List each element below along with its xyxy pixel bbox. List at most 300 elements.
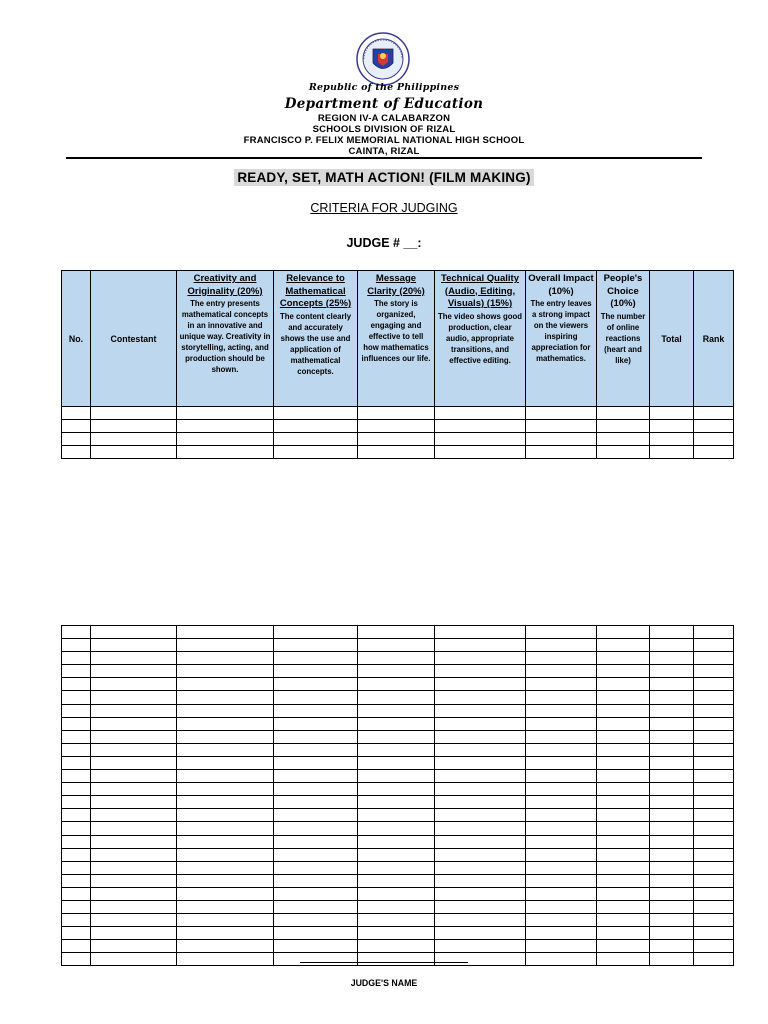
- table-cell[interactable]: [62, 796, 91, 809]
- table-cell[interactable]: [358, 953, 435, 966]
- table-cell[interactable]: [358, 639, 435, 652]
- table-cell[interactable]: [62, 783, 91, 796]
- table-cell[interactable]: [650, 407, 694, 420]
- table-cell[interactable]: [358, 822, 435, 835]
- table-cell[interactable]: [91, 626, 177, 639]
- table-cell[interactable]: [358, 900, 435, 913]
- table-cell[interactable]: [650, 927, 694, 940]
- table-cell[interactable]: [694, 809, 734, 822]
- table-cell[interactable]: [62, 927, 91, 940]
- table-cell[interactable]: [435, 704, 526, 717]
- table-cell[interactable]: [435, 848, 526, 861]
- table-cell[interactable]: [650, 953, 694, 966]
- table-cell[interactable]: [274, 822, 358, 835]
- table-cell[interactable]: [526, 678, 597, 691]
- table-cell[interactable]: [597, 874, 650, 887]
- table-cell[interactable]: [62, 433, 91, 446]
- table-cell[interactable]: [526, 914, 597, 927]
- table-cell[interactable]: [435, 770, 526, 783]
- table-cell[interactable]: [650, 446, 694, 459]
- table-cell[interactable]: [650, 626, 694, 639]
- table-cell[interactable]: [526, 717, 597, 730]
- table-cell[interactable]: [177, 407, 274, 420]
- table-cell[interactable]: [177, 874, 274, 887]
- table-cell[interactable]: [526, 446, 597, 459]
- table-cell[interactable]: [177, 848, 274, 861]
- table-cell[interactable]: [91, 809, 177, 822]
- table-cell[interactable]: [358, 652, 435, 665]
- table-cell[interactable]: [91, 900, 177, 913]
- table-cell[interactable]: [358, 730, 435, 743]
- table-cell[interactable]: [597, 691, 650, 704]
- table-cell[interactable]: [694, 953, 734, 966]
- table-cell[interactable]: [650, 665, 694, 678]
- table-cell[interactable]: [177, 691, 274, 704]
- table-cell[interactable]: [650, 940, 694, 953]
- table-cell[interactable]: [91, 927, 177, 940]
- table-cell[interactable]: [274, 446, 358, 459]
- table-cell[interactable]: [177, 861, 274, 874]
- table-cell[interactable]: [597, 433, 650, 446]
- table-cell[interactable]: [650, 887, 694, 900]
- table-cell[interactable]: [62, 717, 91, 730]
- table-cell[interactable]: [526, 861, 597, 874]
- table-cell[interactable]: [650, 639, 694, 652]
- table-cell[interactable]: [650, 717, 694, 730]
- table-cell[interactable]: [597, 446, 650, 459]
- table-cell[interactable]: [526, 940, 597, 953]
- table-cell[interactable]: [650, 691, 694, 704]
- table-cell[interactable]: [358, 940, 435, 953]
- table-cell[interactable]: [177, 420, 274, 433]
- table-cell[interactable]: [274, 756, 358, 769]
- table-cell[interactable]: [358, 433, 435, 446]
- table-cell[interactable]: [91, 796, 177, 809]
- table-cell[interactable]: [358, 626, 435, 639]
- table-cell[interactable]: [358, 743, 435, 756]
- table-cell[interactable]: [597, 756, 650, 769]
- table-cell[interactable]: [650, 900, 694, 913]
- table-cell[interactable]: [597, 796, 650, 809]
- table-cell[interactable]: [62, 407, 91, 420]
- table-cell[interactable]: [177, 835, 274, 848]
- table-cell[interactable]: [597, 809, 650, 822]
- table-cell[interactable]: [177, 783, 274, 796]
- table-cell[interactable]: [91, 848, 177, 861]
- table-cell[interactable]: [177, 433, 274, 446]
- table-cell[interactable]: [597, 822, 650, 835]
- table-cell[interactable]: [358, 848, 435, 861]
- table-cell[interactable]: [358, 407, 435, 420]
- table-cell[interactable]: [358, 691, 435, 704]
- table-cell[interactable]: [435, 887, 526, 900]
- table-cell[interactable]: [694, 678, 734, 691]
- table-cell[interactable]: [62, 743, 91, 756]
- table-cell[interactable]: [526, 730, 597, 743]
- table-cell[interactable]: [274, 848, 358, 861]
- table-cell[interactable]: [177, 953, 274, 966]
- table-cell[interactable]: [358, 887, 435, 900]
- table-cell[interactable]: [435, 678, 526, 691]
- table-cell[interactable]: [435, 639, 526, 652]
- table-cell[interactable]: [435, 433, 526, 446]
- table-cell[interactable]: [435, 783, 526, 796]
- table-cell[interactable]: [694, 420, 734, 433]
- table-cell[interactable]: [435, 914, 526, 927]
- table-cell[interactable]: [62, 887, 91, 900]
- table-cell[interactable]: [62, 874, 91, 887]
- table-cell[interactable]: [435, 756, 526, 769]
- table-cell[interactable]: [694, 835, 734, 848]
- table-cell[interactable]: [358, 446, 435, 459]
- table-cell[interactable]: [62, 626, 91, 639]
- table-cell[interactable]: [650, 796, 694, 809]
- table-cell[interactable]: [694, 914, 734, 927]
- table-cell[interactable]: [526, 743, 597, 756]
- table-cell[interactable]: [91, 433, 177, 446]
- table-cell[interactable]: [274, 691, 358, 704]
- table-cell[interactable]: [62, 678, 91, 691]
- table-cell[interactable]: [274, 743, 358, 756]
- table-cell[interactable]: [435, 796, 526, 809]
- table-cell[interactable]: [526, 665, 597, 678]
- table-cell[interactable]: [597, 783, 650, 796]
- table-cell[interactable]: [435, 835, 526, 848]
- table-cell[interactable]: [435, 822, 526, 835]
- table-cell[interactable]: [177, 743, 274, 756]
- table-cell[interactable]: [62, 420, 91, 433]
- table-cell[interactable]: [62, 639, 91, 652]
- table-cell[interactable]: [358, 420, 435, 433]
- table-cell[interactable]: [91, 446, 177, 459]
- table-cell[interactable]: [597, 940, 650, 953]
- table-cell[interactable]: [274, 809, 358, 822]
- table-cell[interactable]: [274, 940, 358, 953]
- table-cell[interactable]: [597, 835, 650, 848]
- table-cell[interactable]: [650, 874, 694, 887]
- table-cell[interactable]: [526, 874, 597, 887]
- table-cell[interactable]: [435, 927, 526, 940]
- table-cell[interactable]: [597, 704, 650, 717]
- table-cell[interactable]: [91, 756, 177, 769]
- table-cell[interactable]: [62, 770, 91, 783]
- table-cell[interactable]: [694, 639, 734, 652]
- table-cell[interactable]: [694, 652, 734, 665]
- table-cell[interactable]: [274, 927, 358, 940]
- table-cell[interactable]: [694, 756, 734, 769]
- table-cell[interactable]: [274, 704, 358, 717]
- table-cell[interactable]: [435, 626, 526, 639]
- table-cell[interactable]: [274, 835, 358, 848]
- table-cell[interactable]: [694, 665, 734, 678]
- table-cell[interactable]: [650, 678, 694, 691]
- table-cell[interactable]: [62, 835, 91, 848]
- table-cell[interactable]: [526, 433, 597, 446]
- table-cell[interactable]: [274, 407, 358, 420]
- table-cell[interactable]: [597, 639, 650, 652]
- table-cell[interactable]: [177, 639, 274, 652]
- table-cell[interactable]: [694, 730, 734, 743]
- table-cell[interactable]: [435, 743, 526, 756]
- table-cell[interactable]: [177, 914, 274, 927]
- table-cell[interactable]: [694, 691, 734, 704]
- table-cell[interactable]: [274, 783, 358, 796]
- table-cell[interactable]: [91, 717, 177, 730]
- table-cell[interactable]: [694, 874, 734, 887]
- table-cell[interactable]: [597, 717, 650, 730]
- table-cell[interactable]: [526, 407, 597, 420]
- table-cell[interactable]: [435, 730, 526, 743]
- table-cell[interactable]: [177, 652, 274, 665]
- table-cell[interactable]: [358, 678, 435, 691]
- table-cell[interactable]: [274, 861, 358, 874]
- table-cell[interactable]: [358, 783, 435, 796]
- table-cell[interactable]: [526, 420, 597, 433]
- table-cell[interactable]: [694, 770, 734, 783]
- table-cell[interactable]: [526, 887, 597, 900]
- table-cell[interactable]: [91, 914, 177, 927]
- table-cell[interactable]: [526, 953, 597, 966]
- table-cell[interactable]: [435, 809, 526, 822]
- table-cell[interactable]: [435, 717, 526, 730]
- table-cell[interactable]: [91, 652, 177, 665]
- table-cell[interactable]: [274, 953, 358, 966]
- table-cell[interactable]: [650, 420, 694, 433]
- table-cell[interactable]: [177, 770, 274, 783]
- table-cell[interactable]: [62, 691, 91, 704]
- table-cell[interactable]: [597, 927, 650, 940]
- table-cell[interactable]: [177, 730, 274, 743]
- table-cell[interactable]: [358, 770, 435, 783]
- table-cell[interactable]: [274, 420, 358, 433]
- table-cell[interactable]: [650, 652, 694, 665]
- table-cell[interactable]: [62, 730, 91, 743]
- table-cell[interactable]: [694, 446, 734, 459]
- table-cell[interactable]: [694, 717, 734, 730]
- table-cell[interactable]: [526, 900, 597, 913]
- table-cell[interactable]: [435, 420, 526, 433]
- table-cell[interactable]: [358, 809, 435, 822]
- table-cell[interactable]: [177, 809, 274, 822]
- table-cell[interactable]: [650, 770, 694, 783]
- table-cell[interactable]: [91, 407, 177, 420]
- table-cell[interactable]: [274, 914, 358, 927]
- table-cell[interactable]: [597, 848, 650, 861]
- table-cell[interactable]: [274, 433, 358, 446]
- table-cell[interactable]: [177, 927, 274, 940]
- table-cell[interactable]: [62, 756, 91, 769]
- table-cell[interactable]: [177, 678, 274, 691]
- table-cell[interactable]: [435, 407, 526, 420]
- table-cell[interactable]: [435, 665, 526, 678]
- table-cell[interactable]: [650, 783, 694, 796]
- table-cell[interactable]: [274, 639, 358, 652]
- table-cell[interactable]: [694, 927, 734, 940]
- table-cell[interactable]: [597, 770, 650, 783]
- table-cell[interactable]: [694, 704, 734, 717]
- table-cell[interactable]: [597, 887, 650, 900]
- table-cell[interactable]: [597, 407, 650, 420]
- table-cell[interactable]: [435, 940, 526, 953]
- table-cell[interactable]: [597, 743, 650, 756]
- table-cell[interactable]: [526, 639, 597, 652]
- table-cell[interactable]: [694, 822, 734, 835]
- table-cell[interactable]: [177, 665, 274, 678]
- table-cell[interactable]: [435, 861, 526, 874]
- table-cell[interactable]: [597, 420, 650, 433]
- table-cell[interactable]: [597, 678, 650, 691]
- table-cell[interactable]: [91, 874, 177, 887]
- table-cell[interactable]: [274, 796, 358, 809]
- table-cell[interactable]: [358, 874, 435, 887]
- table-cell[interactable]: [177, 822, 274, 835]
- table-cell[interactable]: [177, 756, 274, 769]
- table-cell[interactable]: [274, 887, 358, 900]
- table-cell[interactable]: [650, 704, 694, 717]
- table-cell[interactable]: [597, 900, 650, 913]
- table-cell[interactable]: [650, 835, 694, 848]
- table-cell[interactable]: [274, 717, 358, 730]
- table-cell[interactable]: [435, 953, 526, 966]
- table-cell[interactable]: [177, 704, 274, 717]
- table-cell[interactable]: [91, 953, 177, 966]
- table-cell[interactable]: [650, 848, 694, 861]
- table-cell[interactable]: [435, 691, 526, 704]
- table-cell[interactable]: [91, 691, 177, 704]
- table-cell[interactable]: [650, 730, 694, 743]
- table-cell[interactable]: [177, 900, 274, 913]
- table-cell[interactable]: [435, 446, 526, 459]
- table-cell[interactable]: [526, 809, 597, 822]
- table-cell[interactable]: [694, 887, 734, 900]
- table-cell[interactable]: [62, 652, 91, 665]
- table-cell[interactable]: [91, 783, 177, 796]
- table-cell[interactable]: [358, 665, 435, 678]
- table-cell[interactable]: [358, 796, 435, 809]
- table-cell[interactable]: [274, 652, 358, 665]
- table-cell[interactable]: [358, 704, 435, 717]
- table-cell[interactable]: [62, 900, 91, 913]
- table-cell[interactable]: [650, 809, 694, 822]
- table-cell[interactable]: [650, 433, 694, 446]
- table-cell[interactable]: [526, 796, 597, 809]
- table-cell[interactable]: [597, 730, 650, 743]
- table-cell[interactable]: [177, 887, 274, 900]
- table-cell[interactable]: [694, 783, 734, 796]
- table-cell[interactable]: [91, 822, 177, 835]
- table-cell[interactable]: [91, 770, 177, 783]
- table-cell[interactable]: [597, 953, 650, 966]
- table-cell[interactable]: [694, 626, 734, 639]
- table-cell[interactable]: [62, 665, 91, 678]
- table-cell[interactable]: [358, 861, 435, 874]
- table-cell[interactable]: [62, 953, 91, 966]
- table-cell[interactable]: [91, 665, 177, 678]
- table-cell[interactable]: [91, 743, 177, 756]
- table-cell[interactable]: [274, 900, 358, 913]
- table-cell[interactable]: [694, 743, 734, 756]
- table-cell[interactable]: [62, 940, 91, 953]
- table-cell[interactable]: [91, 887, 177, 900]
- table-cell[interactable]: [650, 914, 694, 927]
- table-cell[interactable]: [62, 809, 91, 822]
- table-cell[interactable]: [650, 822, 694, 835]
- table-cell[interactable]: [62, 446, 91, 459]
- table-cell[interactable]: [694, 861, 734, 874]
- table-cell[interactable]: [274, 874, 358, 887]
- table-cell[interactable]: [91, 835, 177, 848]
- table-cell[interactable]: [650, 756, 694, 769]
- table-cell[interactable]: [91, 940, 177, 953]
- table-cell[interactable]: [650, 861, 694, 874]
- table-cell[interactable]: [526, 835, 597, 848]
- table-cell[interactable]: [358, 835, 435, 848]
- table-cell[interactable]: [526, 756, 597, 769]
- table-cell[interactable]: [91, 861, 177, 874]
- table-cell[interactable]: [694, 796, 734, 809]
- table-cell[interactable]: [177, 940, 274, 953]
- table-cell[interactable]: [91, 420, 177, 433]
- table-cell[interactable]: [62, 704, 91, 717]
- table-cell[interactable]: [358, 927, 435, 940]
- table-cell[interactable]: [526, 704, 597, 717]
- table-cell[interactable]: [526, 691, 597, 704]
- table-cell[interactable]: [91, 704, 177, 717]
- table-cell[interactable]: [177, 626, 274, 639]
- table-cell[interactable]: [274, 730, 358, 743]
- table-cell[interactable]: [274, 678, 358, 691]
- table-cell[interactable]: [526, 770, 597, 783]
- table-cell[interactable]: [694, 940, 734, 953]
- table-cell[interactable]: [694, 848, 734, 861]
- table-cell[interactable]: [526, 626, 597, 639]
- table-cell[interactable]: [526, 822, 597, 835]
- table-cell[interactable]: [694, 433, 734, 446]
- table-cell[interactable]: [526, 927, 597, 940]
- table-cell[interactable]: [62, 822, 91, 835]
- table-cell[interactable]: [358, 717, 435, 730]
- table-cell[interactable]: [694, 407, 734, 420]
- table-cell[interactable]: [597, 665, 650, 678]
- table-cell[interactable]: [177, 717, 274, 730]
- table-cell[interactable]: [597, 861, 650, 874]
- table-cell[interactable]: [597, 626, 650, 639]
- table-cell[interactable]: [358, 756, 435, 769]
- table-cell[interactable]: [274, 770, 358, 783]
- table-cell[interactable]: [526, 783, 597, 796]
- table-cell[interactable]: [274, 626, 358, 639]
- table-cell[interactable]: [91, 730, 177, 743]
- table-cell[interactable]: [650, 743, 694, 756]
- table-cell[interactable]: [91, 678, 177, 691]
- table-cell[interactable]: [62, 914, 91, 927]
- table-cell[interactable]: [526, 848, 597, 861]
- table-cell[interactable]: [177, 446, 274, 459]
- table-cell[interactable]: [435, 900, 526, 913]
- table-cell[interactable]: [177, 796, 274, 809]
- table-cell[interactable]: [62, 861, 91, 874]
- table-cell[interactable]: [62, 848, 91, 861]
- table-cell[interactable]: [597, 914, 650, 927]
- table-cell[interactable]: [274, 665, 358, 678]
- table-cell[interactable]: [694, 900, 734, 913]
- table-cell[interactable]: [435, 874, 526, 887]
- table-cell[interactable]: [597, 652, 650, 665]
- table-cell[interactable]: [435, 652, 526, 665]
- table-cell[interactable]: [526, 652, 597, 665]
- table-cell[interactable]: [91, 639, 177, 652]
- table-cell[interactable]: [358, 914, 435, 927]
